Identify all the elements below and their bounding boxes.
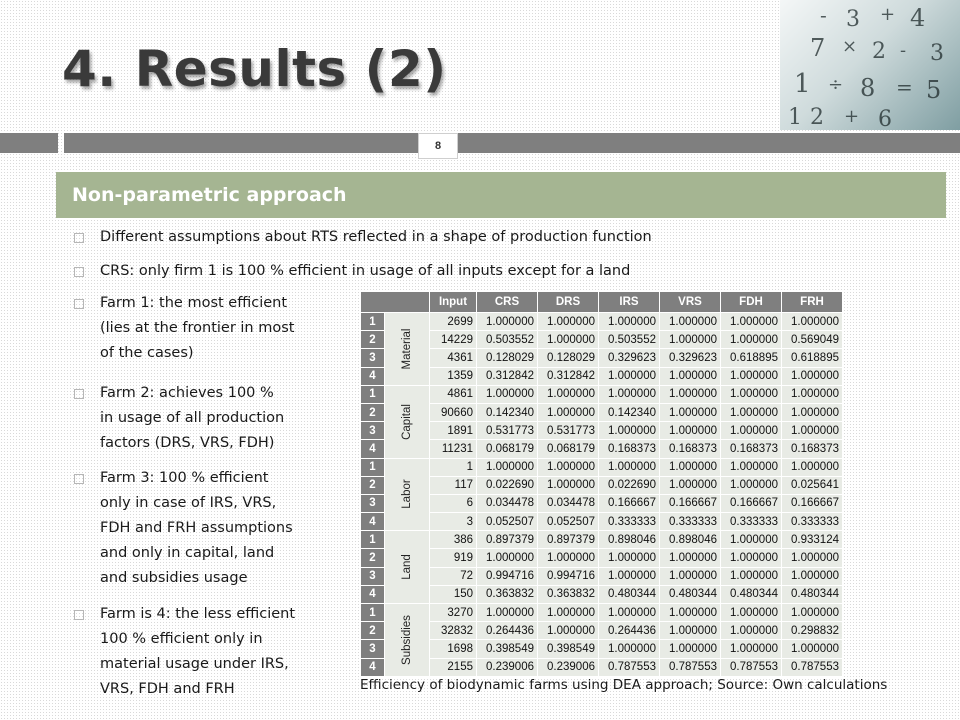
bullet-marker-icon — [74, 233, 84, 243]
column-header — [361, 292, 430, 313]
bullet-line: in usage of all production — [100, 410, 285, 426]
table-row — [361, 440, 843, 458]
input-value-cell: 2155 — [430, 658, 477, 676]
efficiency-value-cell: 0.787553 — [782, 658, 843, 676]
input-group-cell — [385, 385, 430, 458]
efficiency-value-cell: 0.898046 — [660, 531, 721, 549]
svg-text:×: × — [842, 36, 858, 57]
efficiency-value-cell: 0.933124 — [782, 531, 843, 549]
table-row — [361, 313, 843, 331]
efficiency-value-cell: 0.166667 — [782, 494, 843, 512]
bullet-farm-1 — [100, 291, 340, 366]
efficiency-value-cell: 1.000000 — [782, 640, 843, 658]
efficiency-value-cell: 0.898046 — [599, 531, 660, 549]
farm-number-cell: 4 — [361, 585, 385, 603]
efficiency-value-cell: 0.618895 — [782, 349, 843, 367]
efficiency-value-cell: 1.000000 — [538, 385, 599, 403]
bullet-line: factors (DRS, VRS, FDH) — [100, 435, 275, 451]
svg-text:1: 1 — [788, 105, 802, 130]
efficiency-value-cell: 1.000000 — [477, 549, 538, 567]
efficiency-value-cell: 1.000000 — [538, 331, 599, 349]
efficiency-value-cell: 0.333333 — [721, 513, 782, 531]
efficiency-value-cell: 0.531773 — [538, 422, 599, 440]
header-bar-left — [0, 133, 58, 153]
efficiency-value-cell: 0.239006 — [477, 658, 538, 676]
svg-text:3: 3 — [846, 7, 860, 32]
farm-number-cell: 2 — [361, 622, 385, 640]
farm-number-cell: 2 — [361, 476, 385, 494]
efficiency-value-cell: 1.000000 — [599, 313, 660, 331]
efficiency-value-cell: 0.787553 — [660, 658, 721, 676]
efficiency-value-cell: 1.000000 — [782, 367, 843, 385]
input-group-cell — [385, 458, 430, 531]
input-value-cell: 150 — [430, 585, 477, 603]
efficiency-value-cell: 1.000000 — [477, 458, 538, 476]
efficiency-value-cell: 1.000000 — [782, 458, 843, 476]
bullet-text: CRS: only firm 1 is 100 % efficient in usage of all inputs except for a land — [100, 263, 631, 279]
page-number: 8 — [418, 133, 458, 159]
efficiency-value-cell: 0.333333 — [660, 513, 721, 531]
svg-text:+: + — [844, 106, 860, 127]
header-bar-right — [64, 133, 960, 153]
input-value-cell: 1698 — [430, 640, 477, 658]
bullet-marker-icon — [74, 389, 84, 399]
efficiency-value-cell: 0.128029 — [538, 349, 599, 367]
efficiency-value-cell: 0.022690 — [599, 476, 660, 494]
efficiency-value-cell: 0.239006 — [538, 658, 599, 676]
bullet-marker-icon — [74, 267, 84, 277]
efficiency-value-cell: 0.052507 — [538, 513, 599, 531]
efficiency-value-cell: 0.168373 — [599, 440, 660, 458]
efficiency-value-cell: 1.000000 — [599, 567, 660, 585]
slide-title: 4. Results (2) — [62, 40, 447, 98]
efficiency-value-cell: 0.480344 — [782, 585, 843, 603]
bullet-line: 100 % efficient only in — [100, 631, 263, 647]
efficiency-value-cell: 0.052507 — [477, 513, 538, 531]
svg-text:6: 6 — [878, 107, 892, 130]
table-row — [361, 549, 843, 567]
farm-number-cell: 3 — [361, 422, 385, 440]
efficiency-value-cell: 0.312842 — [477, 367, 538, 385]
efficiency-value-cell: 0.569049 — [782, 331, 843, 349]
efficiency-value-cell: 1.000000 — [660, 567, 721, 585]
efficiency-value-cell: 0.068179 — [477, 440, 538, 458]
efficiency-value-cell: 0.480344 — [660, 585, 721, 603]
efficiency-value-cell: 1.000000 — [660, 604, 721, 622]
efficiency-table — [360, 291, 843, 677]
input-value-cell: 1359 — [430, 367, 477, 385]
input-value-cell: 14229 — [430, 331, 477, 349]
math-decoration-image — [780, 0, 960, 130]
table-row — [361, 640, 843, 658]
farm-number-cell: 2 — [361, 403, 385, 421]
input-value-cell: 3270 — [430, 604, 477, 622]
efficiency-value-cell: 1.000000 — [660, 640, 721, 658]
efficiency-value-cell: 0.994716 — [538, 567, 599, 585]
efficiency-value-cell: 1.000000 — [721, 458, 782, 476]
table-row — [361, 531, 843, 549]
efficiency-value-cell: 1.000000 — [538, 458, 599, 476]
farm-number-cell: 1 — [361, 458, 385, 476]
farm-number-cell: 3 — [361, 567, 385, 585]
efficiency-value-cell: 0.298832 — [782, 622, 843, 640]
efficiency-value-cell: 0.480344 — [721, 585, 782, 603]
efficiency-value-cell: 0.333333 — [782, 513, 843, 531]
input-value-cell: 117 — [430, 476, 477, 494]
efficiency-value-cell: 0.168373 — [721, 440, 782, 458]
efficiency-value-cell: 1.000000 — [660, 476, 721, 494]
svg-text:+: + — [880, 4, 896, 25]
farm-number-cell: 1 — [361, 385, 385, 403]
efficiency-value-cell: 0.166667 — [721, 494, 782, 512]
svg-text:=: = — [896, 75, 913, 99]
svg-text:2: 2 — [810, 105, 824, 130]
table-row — [361, 476, 843, 494]
efficiency-value-cell: 1.000000 — [721, 604, 782, 622]
farm-number-cell: 2 — [361, 331, 385, 349]
svg-text:3: 3 — [930, 41, 944, 66]
input-group-cell — [385, 313, 430, 386]
efficiency-value-cell: 1.000000 — [477, 604, 538, 622]
efficiency-value-cell: 1.000000 — [599, 385, 660, 403]
efficiency-value-cell: 1.000000 — [721, 367, 782, 385]
efficiency-value-cell: 1.000000 — [660, 422, 721, 440]
bullet-top — [100, 259, 630, 284]
bullet-top — [100, 225, 652, 250]
efficiency-value-cell: 1.000000 — [538, 476, 599, 494]
efficiency-value-cell: 0.329623 — [599, 349, 660, 367]
bullet-marker-icon — [74, 299, 84, 309]
svg-text:1: 1 — [794, 69, 811, 99]
efficiency-value-cell: 0.897379 — [477, 531, 538, 549]
bullet-line: Farm 3: 100 % efficient — [100, 470, 269, 486]
input-value-cell: 6 — [430, 494, 477, 512]
farm-number-cell: 1 — [361, 604, 385, 622]
column-header: CRS — [477, 292, 538, 313]
column-header: VRS — [660, 292, 721, 313]
input-value-cell: 3 — [430, 513, 477, 531]
bullet-text: Different assumptions about RTS reflected in a shape of production function — [100, 229, 652, 245]
column-header: Input — [430, 292, 477, 313]
efficiency-value-cell: 1.000000 — [721, 385, 782, 403]
efficiency-value-cell: 1.000000 — [538, 604, 599, 622]
farm-number-cell: 3 — [361, 349, 385, 367]
input-group-cell — [385, 604, 430, 677]
table-row — [361, 367, 843, 385]
efficiency-value-cell: 1.000000 — [538, 622, 599, 640]
efficiency-value-cell: 0.068179 — [538, 440, 599, 458]
farm-number-cell: 4 — [361, 367, 385, 385]
section-heading: Non-parametric approach — [72, 184, 347, 206]
efficiency-value-cell: 0.503552 — [477, 331, 538, 349]
bullet-line: and only in capital, land — [100, 545, 275, 561]
efficiency-value-cell: 0.503552 — [599, 331, 660, 349]
efficiency-value-cell: 1.000000 — [721, 313, 782, 331]
svg-text:2: 2 — [872, 39, 886, 64]
input-value-cell: 72 — [430, 567, 477, 585]
efficiency-value-cell: 1.000000 — [721, 531, 782, 549]
efficiency-value-cell: 0.142340 — [599, 403, 660, 421]
efficiency-value-cell: 0.312842 — [538, 367, 599, 385]
efficiency-value-cell: 1.000000 — [782, 313, 843, 331]
input-group-label: Subsidies — [401, 614, 413, 665]
svg-text:5: 5 — [926, 76, 942, 104]
bullet-line: VRS, FDH and FRH — [100, 681, 235, 697]
efficiency-value-cell: 0.128029 — [477, 349, 538, 367]
efficiency-value-cell: 0.398549 — [538, 640, 599, 658]
efficiency-value-cell: 1.000000 — [721, 567, 782, 585]
efficiency-value-cell: 1.000000 — [721, 640, 782, 658]
svg-text:-: - — [900, 40, 907, 61]
efficiency-value-cell: 1.000000 — [721, 331, 782, 349]
column-header: DRS — [538, 292, 599, 313]
efficiency-value-cell: 1.000000 — [599, 367, 660, 385]
efficiency-value-cell: 1.000000 — [538, 313, 599, 331]
svg-text:8: 8 — [860, 74, 876, 102]
efficiency-value-cell: 0.787553 — [721, 658, 782, 676]
bullet-marker-icon — [74, 474, 84, 484]
table-row — [361, 422, 843, 440]
efficiency-table-container — [360, 291, 843, 677]
efficiency-value-cell: 1.000000 — [477, 313, 538, 331]
efficiency-value-cell: 0.363832 — [477, 585, 538, 603]
efficiency-value-cell: 0.168373 — [660, 440, 721, 458]
svg-text:4: 4 — [910, 4, 926, 32]
table-header-row — [361, 292, 843, 313]
farm-number-cell: 4 — [361, 658, 385, 676]
efficiency-value-cell: 0.034478 — [538, 494, 599, 512]
table-row — [361, 494, 843, 512]
bullet-line: Farm is 4: the less efficient — [100, 606, 296, 622]
efficiency-value-cell: 1.000000 — [660, 313, 721, 331]
farm-number-cell: 2 — [361, 549, 385, 567]
bullet-line: and subsidies usage — [100, 570, 248, 586]
efficiency-value-cell: 0.142340 — [477, 403, 538, 421]
bullet-farm-3 — [100, 466, 340, 591]
efficiency-value-cell: 1.000000 — [721, 622, 782, 640]
efficiency-value-cell: 0.994716 — [477, 567, 538, 585]
efficiency-value-cell: 0.264436 — [599, 622, 660, 640]
efficiency-value-cell: 0.897379 — [538, 531, 599, 549]
bullet-line: Farm 2: achieves 100 % — [100, 385, 274, 401]
efficiency-value-cell: 0.787553 — [599, 658, 660, 676]
efficiency-value-cell: 0.166667 — [599, 494, 660, 512]
input-value-cell: 1 — [430, 458, 477, 476]
table-row — [361, 403, 843, 421]
efficiency-value-cell: 1.000000 — [477, 385, 538, 403]
efficiency-value-cell: 0.480344 — [599, 585, 660, 603]
efficiency-value-cell: 1.000000 — [660, 403, 721, 421]
bullet-line: FDH and FRH assumptions — [100, 520, 293, 536]
farm-number-cell: 4 — [361, 440, 385, 458]
table-row — [361, 604, 843, 622]
efficiency-value-cell: 1.000000 — [660, 367, 721, 385]
input-value-cell: 386 — [430, 531, 477, 549]
farm-number-cell: 3 — [361, 494, 385, 512]
input-value-cell: 919 — [430, 549, 477, 567]
table-body — [361, 313, 843, 677]
bullet-farm-2 — [100, 381, 340, 456]
bullet-line: of the cases) — [100, 345, 194, 361]
svg-text:÷: ÷ — [828, 74, 844, 95]
table-row — [361, 513, 843, 531]
efficiency-value-cell: 1.000000 — [721, 476, 782, 494]
efficiency-value-cell: 0.022690 — [477, 476, 538, 494]
bullet-farm-4 — [100, 602, 340, 702]
table-row — [361, 585, 843, 603]
bullet-marker-icon — [74, 610, 84, 620]
efficiency-value-cell: 1.000000 — [782, 604, 843, 622]
efficiency-value-cell: 1.000000 — [660, 549, 721, 567]
efficiency-value-cell: 0.531773 — [477, 422, 538, 440]
input-value-cell: 32832 — [430, 622, 477, 640]
input-group-label: Capital — [401, 403, 413, 440]
table-row — [361, 567, 843, 585]
input-value-cell: 11231 — [430, 440, 477, 458]
farm-number-cell: 3 — [361, 640, 385, 658]
efficiency-value-cell: 0.025641 — [782, 476, 843, 494]
svg-text:-: - — [820, 3, 827, 27]
bullet-line: (lies at the frontier in most — [100, 320, 295, 336]
svg-text:7: 7 — [810, 34, 826, 62]
efficiency-value-cell: 0.398549 — [477, 640, 538, 658]
efficiency-value-cell: 0.618895 — [721, 349, 782, 367]
efficiency-value-cell: 1.000000 — [660, 385, 721, 403]
input-group-label: Labor — [401, 479, 413, 510]
column-header: FRH — [782, 292, 843, 313]
efficiency-value-cell: 1.000000 — [782, 385, 843, 403]
section-heading-bar — [56, 172, 946, 218]
efficiency-value-cell: 1.000000 — [538, 549, 599, 567]
column-header: FDH — [721, 292, 782, 313]
table-row — [361, 458, 843, 476]
farm-number-cell: 4 — [361, 513, 385, 531]
efficiency-value-cell: 1.000000 — [599, 640, 660, 658]
efficiency-value-cell: 1.000000 — [660, 622, 721, 640]
bullet-line: only in case of IRS, VRS, — [100, 495, 277, 511]
efficiency-value-cell: 1.000000 — [599, 549, 660, 567]
efficiency-value-cell: 1.000000 — [599, 422, 660, 440]
farm-number-cell: 1 — [361, 531, 385, 549]
efficiency-value-cell: 1.000000 — [721, 549, 782, 567]
table-row — [361, 658, 843, 676]
efficiency-value-cell: 0.329623 — [660, 349, 721, 367]
efficiency-value-cell: 1.000000 — [782, 422, 843, 440]
efficiency-value-cell: 0.333333 — [599, 513, 660, 531]
efficiency-value-cell: 1.000000 — [721, 422, 782, 440]
input-value-cell: 4861 — [430, 385, 477, 403]
efficiency-value-cell: 1.000000 — [538, 403, 599, 421]
input-value-cell: 2699 — [430, 313, 477, 331]
input-group-label: Material — [401, 328, 413, 370]
efficiency-value-cell: 1.000000 — [782, 549, 843, 567]
table-row — [361, 331, 843, 349]
efficiency-value-cell: 0.264436 — [477, 622, 538, 640]
efficiency-value-cell: 1.000000 — [782, 567, 843, 585]
input-group-cell — [385, 531, 430, 604]
efficiency-value-cell: 1.000000 — [660, 331, 721, 349]
farm-number-cell: 1 — [361, 313, 385, 331]
table-row — [361, 622, 843, 640]
efficiency-value-cell: 0.168373 — [782, 440, 843, 458]
column-header: IRS — [599, 292, 660, 313]
efficiency-value-cell: 0.034478 — [477, 494, 538, 512]
table-row — [361, 349, 843, 367]
input-value-cell: 1891 — [430, 422, 477, 440]
table-row — [361, 385, 843, 403]
bullet-line: Farm 1: the most efficient — [100, 295, 288, 311]
input-value-cell: 90660 — [430, 403, 477, 421]
efficiency-value-cell: 1.000000 — [782, 403, 843, 421]
efficiency-value-cell: 1.000000 — [599, 604, 660, 622]
table-caption: Efficiency of biodynamic farms using DEA approach; Source: Own calculations — [360, 677, 888, 693]
input-value-cell: 4361 — [430, 349, 477, 367]
efficiency-value-cell: 1.000000 — [599, 458, 660, 476]
efficiency-value-cell: 0.166667 — [660, 494, 721, 512]
efficiency-value-cell: 1.000000 — [721, 403, 782, 421]
efficiency-value-cell: 0.363832 — [538, 585, 599, 603]
input-group-label: Land — [401, 554, 413, 580]
bullet-line: material usage under IRS, — [100, 656, 289, 672]
efficiency-value-cell: 1.000000 — [660, 458, 721, 476]
